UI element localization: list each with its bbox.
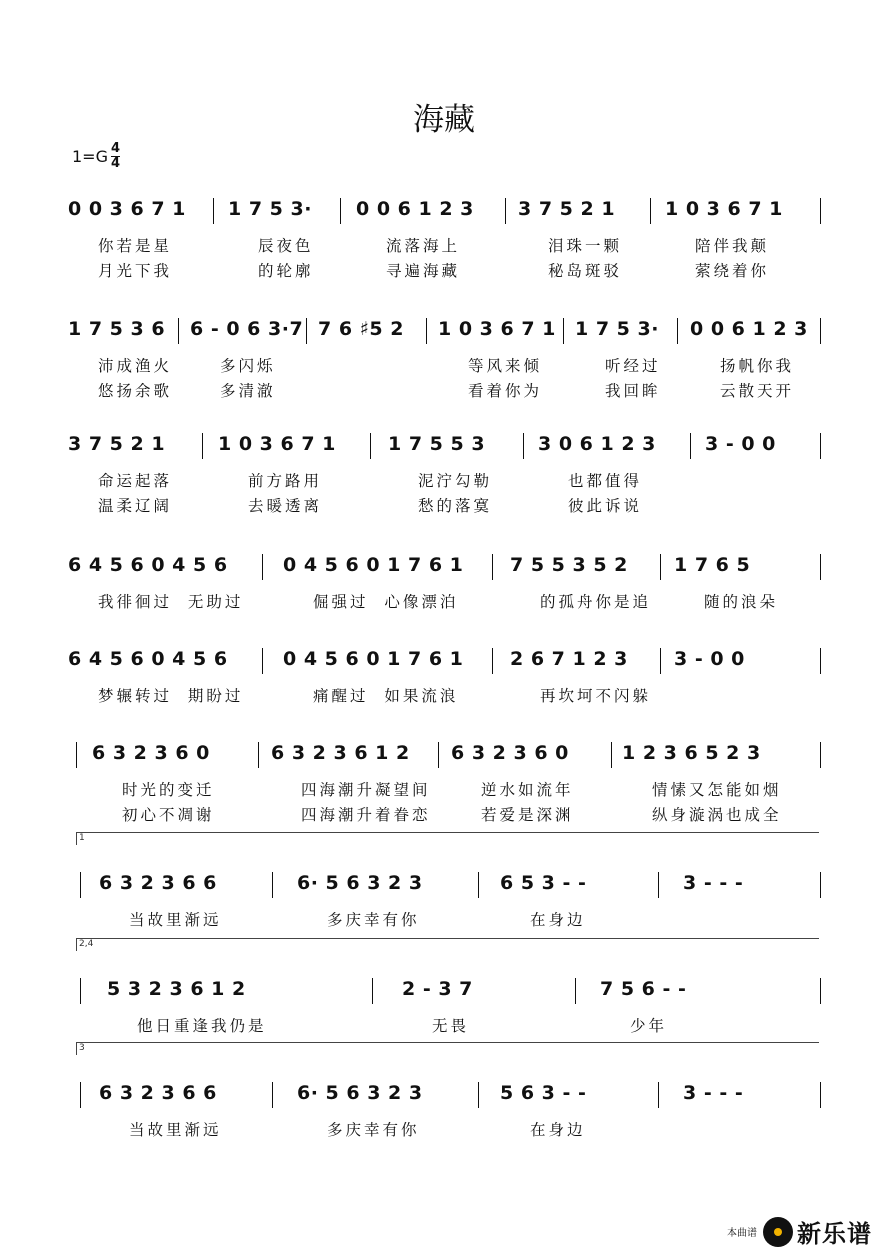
bar-line [426,318,427,344]
lyric-text: 四海潮升凝望间 [301,781,431,799]
bar-line [492,648,493,674]
lyric-text: 命运起落 [98,472,173,490]
volta-number: 2,4 [79,939,94,949]
bar-line [178,318,179,344]
lyric-text: 倔强过 心像漂泊 [313,593,459,611]
volta-bracket [76,832,819,845]
lyric-text: 萦绕着你 [695,262,770,280]
lyric-text: 等风来倾 [468,357,543,375]
measure-notes: 6 4 5 6 0 4 5 6 [68,648,228,670]
brand-name: 新乐谱 [797,1220,872,1248]
lyric-text: 时光的变迁 [122,781,215,799]
measure-notes: 3 - 0 0 [674,648,745,670]
record-disc-icon [763,1217,793,1247]
bar-line [80,1082,81,1108]
bar-line [370,433,371,459]
bar-line [523,433,524,459]
bar-line [438,742,439,768]
bar-line [611,742,612,768]
lyric-text: 寻遍海藏 [386,262,461,280]
bar-line [575,978,576,1004]
bar-line [306,318,307,344]
measure-notes: 6 4 5 6 0 4 5 6 [68,554,228,576]
bar-line [820,742,821,768]
lyric-text: 少年 [630,1017,668,1035]
volta-number: 3 [79,1043,85,1053]
lyric-text: 我徘徊过 无助过 [98,593,244,611]
lyric-text: 沛成渔火 [98,357,173,375]
lyric-text: 扬帆你我 [720,357,795,375]
bar-line [820,198,821,224]
bar-line [272,872,273,898]
bar-line [658,872,659,898]
time-signature [111,142,120,171]
lyric-text: 悠扬余歌 [98,382,173,400]
bar-line [202,433,203,459]
lyric-text: 彼此诉说 [568,497,643,515]
lyric-text: 四海潮升着眷恋 [301,806,431,824]
bar-line [563,318,564,344]
lyric-text: 流落海上 [386,237,461,255]
lyric-text: 他日重逢我仍是 [137,1017,267,1035]
lyric-text: 逆水如流年 [481,781,574,799]
lyric-text: 泥泞勾勒 [418,472,493,490]
measure-notes: 0 0 6 1 2 3 [690,318,808,340]
measure-notes: 6· 5 6 3 2 3 [297,872,423,894]
lyric-text: 也都值得 [568,472,643,490]
measure-notes: 3 - 0 0 [705,433,776,455]
measure-notes: 0 4 5 6 0 1 7 6 1 [283,648,464,670]
volta-number: 1 [79,833,85,843]
measure-notes: 6 3 2 3 6 0 [92,742,210,764]
bar-line [262,648,263,674]
measure-notes: 0 4 5 6 0 1 7 6 1 [283,554,464,576]
key-label: 1=G [72,147,108,166]
lyric-text: 当故里渐远 [129,911,222,929]
lyric-text: 多庆幸有你 [327,1121,420,1139]
bar-line [340,198,341,224]
measure-notes: 6 3 2 3 6 6 [99,872,217,894]
lyric-text: 云散天开 [720,382,795,400]
bar-line [478,1082,479,1108]
lyric-text: 前方路用 [248,472,323,490]
lyric-text: 在身边 [530,911,586,929]
lyric-text: 看着你为 [468,382,543,400]
bar-line [820,648,821,674]
measure-notes: 1 7 5 3· [228,198,312,220]
bar-line [76,742,77,768]
measure-notes: 6· 5 6 3 2 3 [297,1082,423,1104]
lyric-text: 你若是星 [98,237,173,255]
bar-line [80,872,81,898]
lyric-text: 的轮廓 [258,262,314,280]
measure-notes: 1 7 6 5 [674,554,751,576]
lyric-text: 痛醒过 如果流浪 [313,687,459,705]
measure-notes: 3 7 5 2 1 [518,198,616,220]
bar-line [80,978,81,1004]
measure-notes: 2 6 7 1 2 3 [510,648,628,670]
lyric-text: 温柔辽阔 [98,497,173,515]
volta-bracket [76,938,819,951]
bar-line [677,318,678,344]
bar-line [258,742,259,768]
bar-line [262,554,263,580]
measure-notes: 5 6 3 - - [500,1082,587,1104]
bar-line [213,198,214,224]
measure-notes: 3 7 5 2 1 [68,433,166,455]
lyric-text: 若爱是深渊 [481,806,574,824]
bar-line [820,1082,821,1108]
bar-line [272,1082,273,1108]
time-bottom: 4 [110,156,121,171]
lyric-text: 去暖透离 [248,497,323,515]
measure-notes: 7 5 5 3 5 2 [510,554,628,576]
measure-notes: 7 5 6 - - [600,978,687,1000]
measure-notes: 5 3 2 3 6 1 2 [107,978,246,1000]
lyric-text: 多闪烁 [220,357,276,375]
lyric-text: 辰夜色 [258,237,314,255]
measure-notes: 1 0 3 6 7 1 [218,433,336,455]
lyric-text: 月光下我 [98,262,173,280]
lyric-text: 听经过 [605,357,661,375]
measure-notes: 6 3 2 3 6 1 2 [271,742,410,764]
lyric-text: 秘岛斑驳 [548,262,623,280]
measure-notes: 0 0 3 6 7 1 [68,198,186,220]
lyric-text: 纵身漩涡也成全 [652,806,782,824]
bar-line [690,433,691,459]
measure-notes: 6 5 3 - - [500,872,587,894]
measure-notes: 3 0 6 1 2 3 [538,433,656,455]
lyric-text: 当故里渐远 [129,1121,222,1139]
lyric-text: 在身边 [530,1121,586,1139]
measure-notes: 1 2 3 6 5 2 3 [622,742,761,764]
measure-notes: 7 6 ♯5 2 [318,318,404,340]
lyric-text: 再坎坷不闪躲 [540,687,652,705]
key-signature [72,142,120,171]
lyric-text: 梦辗转过 期盼过 [98,687,244,705]
lyric-text: 愁的落寞 [418,497,493,515]
bar-line [820,433,821,459]
bar-line [660,648,661,674]
measure-notes: 1 0 3 6 7 1 [438,318,556,340]
bar-line [492,554,493,580]
measure-notes: 1 0 3 6 7 1 [665,198,783,220]
measure-notes: 1 7 5 3· [575,318,659,340]
bar-line [820,872,821,898]
measure-notes: 2 - 3 7 [402,978,473,1000]
bar-line [820,978,821,1004]
bar-line [650,198,651,224]
measure-notes: 3 - - - [683,1082,744,1104]
volta-bracket [76,1042,819,1055]
measure-notes: 6 3 2 3 6 0 [451,742,569,764]
measure-notes: 3 - - - [683,872,744,894]
bar-line [820,318,821,344]
measure-notes: 6 3 2 3 6 6 [99,1082,217,1104]
lyric-text: 初心不凋谢 [122,806,215,824]
lyric-text: 多清澈 [220,382,276,400]
lyric-text: 随的浪朵 [704,593,779,611]
lyric-text: 泪珠一颗 [548,237,623,255]
bar-line [372,978,373,1004]
bar-line [478,872,479,898]
time-top: 4 [110,141,121,156]
lyric-text: 情愫又怎能如烟 [652,781,782,799]
lyric-text: 多庆幸有你 [327,911,420,929]
lyric-text: 无畏 [432,1017,470,1035]
measure-notes: 1 7 5 3 6 [68,318,166,340]
measure-notes: 6 - 0 6 3·7 [190,318,304,340]
footer-small: 本曲谱 [727,1228,757,1239]
footer [727,1214,872,1249]
bar-line [660,554,661,580]
bar-line [505,198,506,224]
bar-line [820,554,821,580]
lyric-text: 的孤舟你是追 [540,593,652,611]
measure-notes: 1 7 5 5 3 [388,433,486,455]
song-title: 海藏 [413,102,475,138]
measure-notes: 0 0 6 1 2 3 [356,198,474,220]
lyric-text: 我回眸 [605,382,661,400]
lyric-text: 陪伴我颠 [695,237,770,255]
bar-line [658,1082,659,1108]
